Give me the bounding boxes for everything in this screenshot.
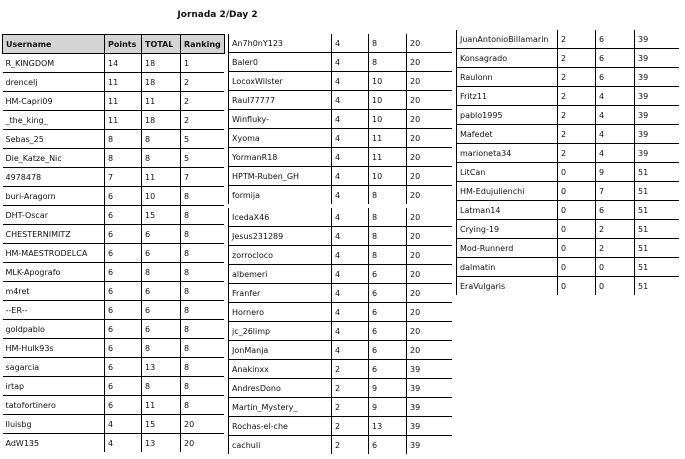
ranking-cell: 51 [635, 258, 679, 277]
table-row [457, 68, 679, 87]
points-cell: 2 [558, 106, 596, 125]
points-cell: 0 [558, 258, 596, 277]
ranking-cell: 39 [407, 417, 452, 436]
ranking-cell: 20 [407, 148, 452, 167]
username-cell: LocoxWilster [229, 72, 332, 91]
username-cell: Franfer [229, 284, 332, 303]
username-cell: lluisbg [3, 415, 105, 434]
table-row [457, 201, 679, 220]
username-cell: albemeri [229, 265, 332, 284]
total-cell: 6 [596, 30, 635, 49]
points-cell: 8 [105, 130, 142, 149]
total-cell: 4 [596, 106, 635, 125]
total-cell: 6 [596, 68, 635, 87]
ranking-cell: 39 [635, 87, 679, 106]
table-row [229, 34, 452, 53]
points-cell: 4 [332, 322, 369, 341]
username-cell: LitCan [457, 163, 558, 182]
total-cell: 11 [369, 148, 407, 167]
total-cell: 8 [369, 53, 407, 72]
total-cell: 2 [596, 220, 635, 239]
username-cell: jc_26limp [229, 322, 332, 341]
username-cell: tatofortinero [3, 396, 105, 415]
table-row [457, 163, 679, 182]
points-cell: 6 [105, 244, 142, 263]
username-cell: _the_king_ [3, 111, 105, 130]
table-row [3, 54, 225, 73]
points-cell: 6 [105, 320, 142, 339]
table-row [229, 265, 452, 284]
total-cell: 18 [142, 73, 181, 92]
table-row [229, 72, 452, 91]
points-cell: 6 [105, 206, 142, 225]
points-cell: 0 [558, 182, 596, 201]
ranking-cell: 8 [181, 187, 225, 206]
total-cell: 15 [142, 415, 181, 434]
ranking-table-2a [228, 34, 452, 204]
total-cell: 10 [369, 110, 407, 129]
ranking-cell: 8 [181, 225, 225, 244]
table-row [3, 282, 225, 301]
points-cell: 2 [558, 87, 596, 106]
table-row [3, 434, 225, 453]
username-cell: zorrocloco [229, 246, 332, 265]
table-row [3, 244, 225, 263]
points-cell: 2 [332, 360, 369, 379]
table-row [3, 358, 225, 377]
username-cell: 4978478 [3, 168, 105, 187]
ranking-cell: 8 [181, 377, 225, 396]
points-cell: 6 [105, 358, 142, 377]
points-cell: 6 [105, 301, 142, 320]
total-cell: 0 [596, 258, 635, 277]
ranking-cell: 20 [407, 91, 452, 110]
username-cell: cachuli [229, 436, 332, 455]
total-cell: 9 [369, 398, 407, 417]
username-cell: AndresDono [229, 379, 332, 398]
table-row [457, 182, 679, 201]
ranking-cell: 5 [181, 130, 225, 149]
points-cell: 6 [105, 377, 142, 396]
username-cell: Anakinxx [229, 360, 332, 379]
total-cell: 9 [369, 379, 407, 398]
ranking-cell: 39 [635, 106, 679, 125]
total-cell: 10 [369, 72, 407, 91]
total-cell: 6 [369, 265, 407, 284]
ranking-cell: 8 [181, 244, 225, 263]
table-row [229, 379, 452, 398]
total-cell: 6 [596, 201, 635, 220]
points-cell: 2 [558, 49, 596, 68]
table-row [3, 206, 225, 225]
ranking-cell: 39 [635, 125, 679, 144]
username-cell: HPTM-Ruben_GH [229, 167, 332, 186]
table-row [457, 30, 679, 49]
total-cell: 4 [596, 87, 635, 106]
page-title: Jornada 2/Day 2 [177, 10, 258, 20]
ranking-cell: 2 [181, 92, 225, 111]
total-cell: 8 [369, 227, 407, 246]
ranking-cell: 39 [635, 49, 679, 68]
table-row [229, 110, 452, 129]
ranking-cell: 20 [407, 208, 452, 227]
username-cell: Latman14 [457, 201, 558, 220]
points-cell: 6 [105, 225, 142, 244]
username-cell: An7h0nY123 [229, 34, 332, 53]
points-cell: 11 [105, 92, 142, 111]
username-cell: HM-MAESTRODELCA [3, 244, 105, 263]
points-cell: 6 [105, 282, 142, 301]
table-row [229, 417, 452, 436]
username-cell: drencelj [3, 73, 105, 92]
ranking-table-3 [456, 30, 679, 295]
username-cell: marioneta34 [457, 144, 558, 163]
points-cell: 4 [332, 284, 369, 303]
total-cell: 6 [369, 341, 407, 360]
points-cell: 2 [558, 125, 596, 144]
table-row [3, 415, 225, 434]
username-cell: goldpablo [3, 320, 105, 339]
points-cell: 14 [105, 54, 142, 73]
ranking-cell: 20 [407, 72, 452, 91]
total-cell: 18 [142, 111, 181, 130]
total-cell: 6 [369, 436, 407, 455]
points-cell: 2 [332, 436, 369, 455]
username-cell: pablo1995 [457, 106, 558, 125]
ranking-cell: 20 [407, 110, 452, 129]
points-cell: 0 [558, 277, 596, 296]
points-cell: 2 [558, 144, 596, 163]
points-cell: 11 [105, 111, 142, 130]
username-cell: m4ret [3, 282, 105, 301]
points-cell: 0 [558, 163, 596, 182]
points-cell: 6 [105, 339, 142, 358]
table-row [229, 303, 452, 322]
points-cell: 4 [332, 53, 369, 72]
table-row [457, 125, 679, 144]
table-row [3, 396, 225, 415]
total-cell: 8 [142, 339, 181, 358]
ranking-cell: 1 [181, 54, 225, 73]
username-cell: Crying-19 [457, 220, 558, 239]
ranking-cell: 8 [181, 396, 225, 415]
total-cell: 8 [142, 149, 181, 168]
points-cell: 2 [558, 30, 596, 49]
ranking-cell: 39 [407, 360, 452, 379]
ranking-cell: 2 [181, 73, 225, 92]
total-cell: 2 [596, 239, 635, 258]
points-cell: 7 [105, 168, 142, 187]
table-row [457, 258, 679, 277]
ranking-cell: 39 [407, 436, 452, 455]
ranking-cell: 20 [181, 434, 225, 453]
ranking-cell: 7 [181, 168, 225, 187]
points-cell: 4 [332, 110, 369, 129]
ranking-cell: 8 [181, 358, 225, 377]
total-cell: 8 [369, 208, 407, 227]
table-row [457, 239, 679, 258]
ranking-cell: 51 [635, 277, 679, 296]
points-cell: 11 [105, 73, 142, 92]
ranking-cell: 20 [407, 34, 452, 53]
total-cell: 8 [142, 263, 181, 282]
ranking-cell: 39 [635, 144, 679, 163]
total-cell: 8 [142, 130, 181, 149]
username-cell: Fritz11 [457, 87, 558, 106]
ranking-table-2b [228, 208, 452, 454]
ranking-cell: 20 [407, 265, 452, 284]
total-cell: 13 [142, 434, 181, 453]
ranking-cell: 5 [181, 149, 225, 168]
total-cell: 6 [142, 301, 181, 320]
table-row [229, 53, 452, 72]
table-row [229, 322, 452, 341]
table-row [229, 360, 452, 379]
table-row [3, 339, 225, 358]
points-cell: 4 [332, 341, 369, 360]
total-cell: 11 [142, 396, 181, 415]
username-cell: HM-Edujulienchi [457, 182, 558, 201]
points-cell: 4 [332, 91, 369, 110]
username-cell: MLK-Apografo [3, 263, 105, 282]
ranking-cell: 39 [407, 398, 452, 417]
total-cell: 18 [142, 54, 181, 73]
points-cell: 2 [332, 417, 369, 436]
table-row [3, 225, 225, 244]
total-cell: 4 [596, 125, 635, 144]
total-cell: 6 [142, 320, 181, 339]
total-cell: 11 [142, 168, 181, 187]
total-cell: 10 [369, 167, 407, 186]
ranking-cell: 20 [407, 186, 452, 205]
total-cell: 4 [596, 144, 635, 163]
username-cell: dalmatin [457, 258, 558, 277]
total-cell: 8 [369, 246, 407, 265]
ranking-cell: 20 [181, 415, 225, 434]
username-cell: Rochas-el-che [229, 417, 332, 436]
table-row [457, 49, 679, 68]
total-cell: 11 [142, 92, 181, 111]
ranking-cell: 20 [407, 129, 452, 148]
username-cell: HM-Hulk93s [3, 339, 105, 358]
username-cell: sagarcia [3, 358, 105, 377]
username-cell: YormanR18 [229, 148, 332, 167]
username-cell: buri-Aragorn [3, 187, 105, 206]
table-row [3, 320, 225, 339]
username-cell: AdW135 [5, 438, 40, 448]
table-row [3, 111, 225, 130]
ranking-cell: 39 [635, 68, 679, 87]
points-cell: 6 [105, 263, 142, 282]
table-row [3, 130, 225, 149]
table-row [229, 129, 452, 148]
ranking-cell: 20 [407, 303, 452, 322]
username-cell: Xyoma [229, 129, 332, 148]
points-cell: 4 [332, 303, 369, 322]
table-row [229, 284, 452, 303]
points-cell: 0 [558, 239, 596, 258]
table-row [229, 246, 452, 265]
ranking-cell: 51 [635, 182, 679, 201]
table-row [229, 91, 452, 110]
table-row [457, 277, 679, 296]
table-row [457, 87, 679, 106]
column-header: TOTAL [142, 35, 181, 54]
table-row [3, 187, 225, 206]
ranking-cell: 39 [635, 30, 679, 49]
ranking-cell: 20 [407, 53, 452, 72]
ranking-cell: 8 [181, 320, 225, 339]
username-cell: Mafedet [457, 125, 558, 144]
points-cell: 4 [332, 208, 369, 227]
points-cell: 6 [105, 187, 142, 206]
total-cell: 10 [142, 187, 181, 206]
total-cell: 13 [142, 358, 181, 377]
ranking-cell: 20 [407, 322, 452, 341]
table-row [3, 73, 225, 92]
ranking-cell: 8 [181, 282, 225, 301]
points-cell: 4 [332, 129, 369, 148]
username-cell: irtap [3, 377, 105, 396]
ranking-cell: 8 [181, 263, 225, 282]
username-cell: HM-Capri09 [3, 92, 105, 111]
points-cell: 8 [105, 149, 142, 168]
username-cell: Die_Katze_Nic [3, 149, 105, 168]
points-cell: 0 [558, 201, 596, 220]
points-cell: 4 [332, 72, 369, 91]
username-cell: JonManja [229, 341, 332, 360]
points-cell: 4 [332, 227, 369, 246]
points-cell: 4 [332, 265, 369, 284]
points-cell: 4 [332, 167, 369, 186]
username-cell: Mod-Runnerd [457, 239, 558, 258]
ranking-cell: 8 [181, 339, 225, 358]
ranking-cell: 51 [635, 220, 679, 239]
username-cell: Konsagrado [457, 49, 558, 68]
total-cell: 6 [142, 244, 181, 263]
ranking-cell: 39 [407, 379, 452, 398]
total-cell: 6 [596, 49, 635, 68]
total-cell: 8 [369, 34, 407, 53]
username-cell: Sebas_25 [3, 130, 105, 149]
table-row [3, 149, 225, 168]
points-cell: 4 [332, 186, 369, 205]
total-cell: 6 [369, 322, 407, 341]
table-row [457, 106, 679, 125]
username-cell: Hornero [229, 303, 332, 322]
ranking-cell: 51 [635, 201, 679, 220]
ranking-cell: 8 [181, 301, 225, 320]
total-cell: 6 [369, 284, 407, 303]
username-cell: CHESTERNIMITZ [3, 225, 105, 244]
total-cell: 10 [369, 91, 407, 110]
username-cell: EraVulgaris [457, 277, 558, 296]
username-cell: JuanAntonioBillamarin [457, 30, 558, 49]
column-header: Username [3, 35, 105, 54]
points-cell: 4 [332, 34, 369, 53]
ranking-cell: 2 [181, 111, 225, 130]
total-cell: 8 [142, 377, 181, 396]
username-cell: R_KINGDOM [3, 54, 105, 73]
table-row [229, 436, 452, 455]
table-row [3, 168, 225, 187]
ranking-cell: 51 [635, 239, 679, 258]
points-cell: 4 [105, 415, 142, 434]
points-cell: 2 [558, 68, 596, 87]
ranking-table-1 [2, 34, 225, 452]
points-cell: 2 [332, 398, 369, 417]
table-row [3, 377, 225, 396]
points-cell: 4 [105, 434, 142, 453]
total-cell: 6 [142, 225, 181, 244]
table-row [457, 220, 679, 239]
table-row [3, 92, 225, 111]
username-cell: formija [229, 186, 332, 205]
ranking-cell: 20 [407, 284, 452, 303]
points-cell: 4 [332, 148, 369, 167]
points-cell: 4 [332, 246, 369, 265]
table-row [229, 167, 452, 186]
total-cell: 0 [596, 277, 635, 296]
table-row [457, 144, 679, 163]
table-row [229, 208, 452, 227]
total-cell: 8 [369, 186, 407, 205]
table-row [229, 227, 452, 246]
ranking-cell: 8 [181, 206, 225, 225]
table-row [229, 148, 452, 167]
ranking-cell: 20 [407, 227, 452, 246]
username-cell: Raulonn [457, 68, 558, 87]
total-cell: 6 [369, 360, 407, 379]
column-header: Points [105, 35, 142, 54]
table-row [229, 398, 452, 417]
total-cell: 9 [596, 163, 635, 182]
ranking-cell: 20 [407, 167, 452, 186]
username-cell: Jesus231289 [229, 227, 332, 246]
total-cell: 6 [369, 303, 407, 322]
username-cell: --ER-- [3, 301, 105, 320]
username-cell: Baler0 [229, 53, 332, 72]
table-row [3, 263, 225, 282]
total-cell: 6 [142, 282, 181, 301]
username-cell: Winfluky- [229, 110, 332, 129]
ranking-cell: 20 [407, 341, 452, 360]
column-header: Ranking [181, 35, 225, 54]
ranking-cell: 51 [635, 163, 679, 182]
table-row [229, 341, 452, 360]
username-cell: Raul77777 [229, 91, 332, 110]
total-cell: 11 [369, 129, 407, 148]
username-cell: IcedaX46 [229, 208, 332, 227]
table-row [229, 186, 452, 205]
username-cell: Martin_Mystery_ [229, 398, 332, 417]
total-cell: 13 [369, 417, 407, 436]
username-cell: DHT-Oscar [3, 206, 105, 225]
table-row [3, 301, 225, 320]
points-cell: 6 [105, 396, 142, 415]
ranking-cell: 20 [407, 246, 452, 265]
total-cell: 7 [596, 182, 635, 201]
total-cell: 15 [142, 206, 181, 225]
points-cell: 2 [332, 379, 369, 398]
points-cell: 0 [558, 220, 596, 239]
